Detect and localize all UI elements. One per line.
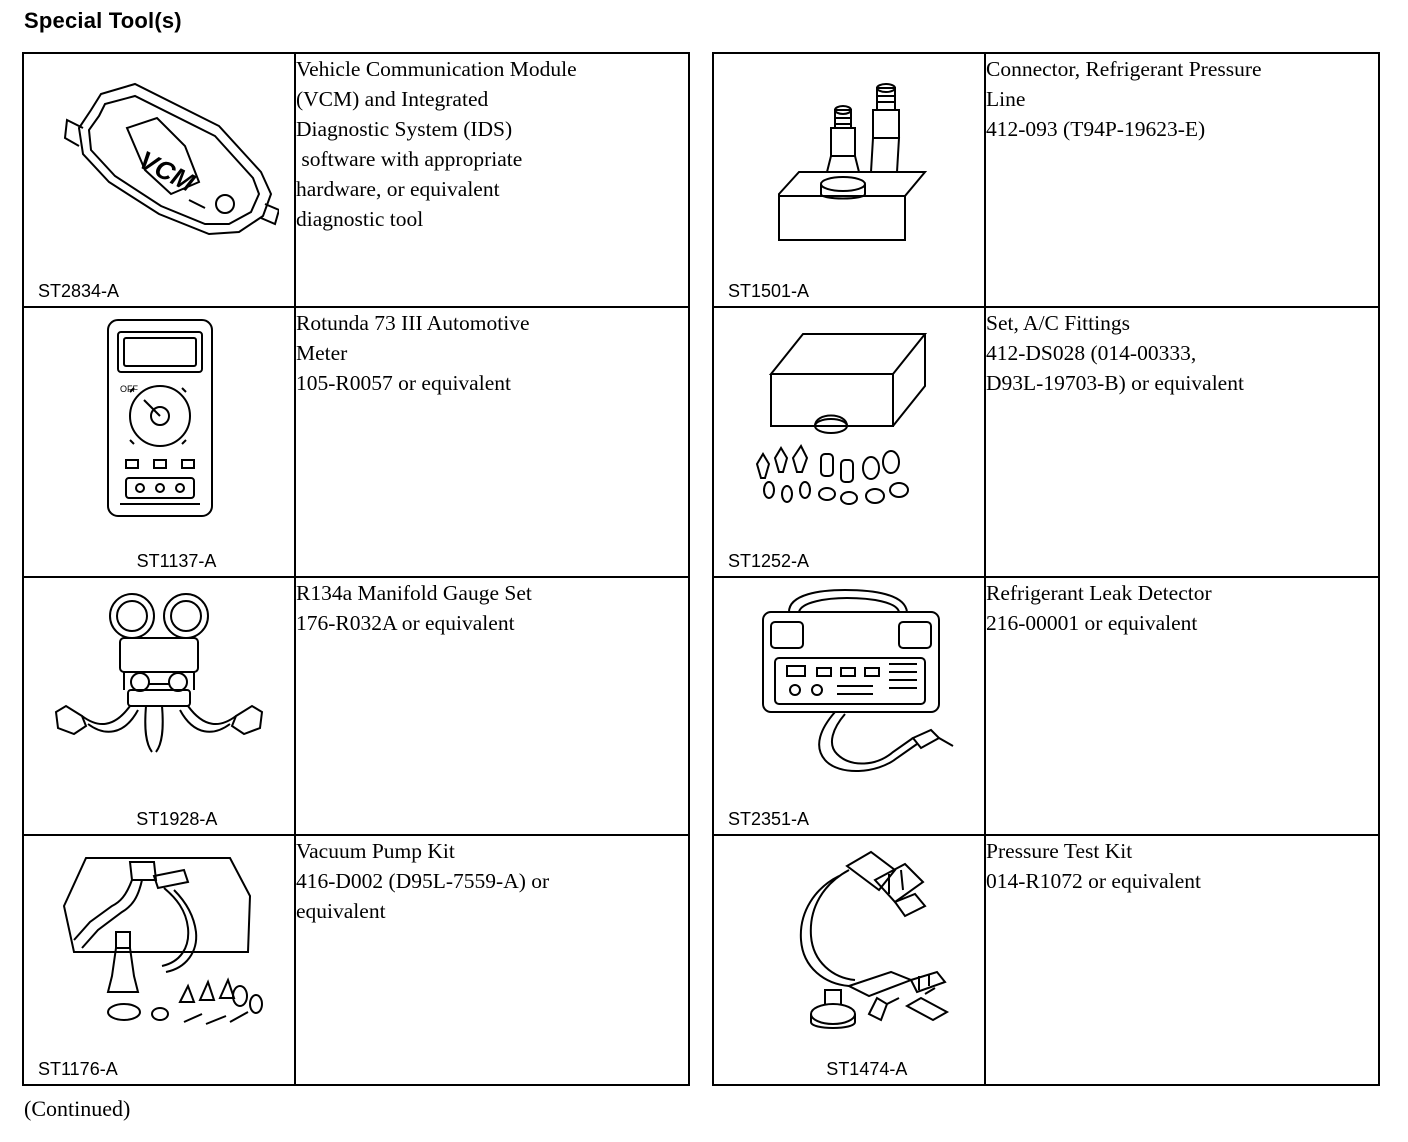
ac-fittings-set-icon [714, 308, 984, 576]
tools-table-right [712, 52, 1380, 1086]
tool-image-cell [713, 53, 985, 307]
refrigerant-pressure-line-connector-icon [714, 54, 984, 306]
vacuum-pump-kit-icon [24, 836, 294, 1084]
tool-description-cell [985, 307, 1379, 577]
continued-label: (Continued) [24, 1096, 131, 1121]
table-row [713, 835, 1379, 1085]
table-row [713, 53, 1379, 307]
tool-description-line: Vacuum Pump Kit [296, 839, 455, 863]
table-row [713, 307, 1379, 577]
tool-description-line: Diagnostic System (IDS) [296, 117, 513, 141]
table-row [23, 835, 689, 1085]
tool-description-line: Meter [296, 341, 348, 365]
tool-code: ST1252-A [728, 551, 810, 571]
tool-description-line: 176-R032A or equivalent [296, 611, 515, 635]
tool-image-cell [23, 307, 295, 577]
tool-code: ST1928-A [136, 809, 218, 829]
tool-description-line: Set, A/C Fittings [986, 311, 1130, 335]
tool-code: ST1474-A [826, 1059, 908, 1079]
table-row [23, 307, 689, 577]
tool-image-cell [23, 53, 295, 307]
manifold-gauge-set-icon [24, 578, 294, 834]
tool-description-cell [295, 835, 689, 1085]
table-row [713, 577, 1379, 835]
refrigerant-leak-detector-icon [714, 578, 984, 834]
tool-description-cell [985, 835, 1379, 1085]
tools-table-left [22, 52, 690, 1086]
tool-image-cell [713, 307, 985, 577]
tool-code: ST1501-A [728, 281, 810, 301]
tool-image-cell [713, 577, 985, 835]
table-row [23, 53, 689, 307]
tool-description-line: equivalent [296, 899, 386, 923]
tool-description-line: (VCM) and Integrated [296, 87, 489, 111]
tool-description-line: R134a Manifold Gauge Set [296, 581, 532, 605]
svg-text:OFF: OFF [120, 384, 138, 394]
tool-description-line: Rotunda 73 III Automotive [296, 311, 530, 335]
pressure-test-kit-icon [714, 836, 984, 1084]
tool-description-cell [985, 577, 1379, 835]
tool-description-cell [295, 307, 689, 577]
tool-description-line: D93L-19703-B) or equivalent [986, 371, 1244, 395]
tool-code: ST1137-A [136, 551, 217, 571]
tools-tables [22, 52, 1382, 1086]
tool-description-line: Pressure Test Kit [986, 839, 1133, 863]
multimeter-icon [24, 308, 294, 576]
tool-image-cell [23, 577, 295, 835]
tool-description-cell [295, 53, 689, 307]
tool-description-line: diagnostic tool [296, 207, 424, 231]
tool-description-line: 105-R0057 or equivalent [296, 371, 511, 395]
tool-description-cell [295, 577, 689, 835]
tool-code: ST2351-A [728, 809, 810, 829]
tool-description-line: hardware, or equivalent [296, 177, 500, 201]
svg-text:VCM: VCM [134, 144, 200, 198]
tool-description-line: 412-093 (T94P-19623-E) [986, 117, 1206, 141]
tool-code: ST2834-A [38, 281, 120, 301]
vcm-module-icon [24, 54, 294, 306]
tool-description-line: 412-DS028 (014-00333, [986, 341, 1197, 365]
tool-description-line: Refrigerant Leak Detector [986, 581, 1212, 605]
tool-code: ST1176-A [38, 1059, 118, 1079]
page-title: Special Tool(s) [24, 8, 182, 33]
tool-description-line: 416-D002 (D95L-7559-A) or [296, 869, 550, 893]
table-row [23, 577, 689, 835]
tool-description-line: Line [986, 87, 1026, 111]
tool-description-line: Vehicle Communication Module [296, 57, 577, 81]
tool-description-line: 216-00001 or equivalent [986, 611, 1198, 635]
tool-image-cell [23, 835, 295, 1085]
tool-description-line: Connector, Refrigerant Pressure [986, 57, 1262, 81]
tool-image-cell [713, 835, 985, 1085]
tool-description-cell [985, 53, 1379, 307]
tool-description-line: 014-R1072 or equivalent [986, 869, 1201, 893]
special-tools-page [0, 6, 1408, 1142]
tool-description-line: software with appropriate [296, 147, 523, 171]
